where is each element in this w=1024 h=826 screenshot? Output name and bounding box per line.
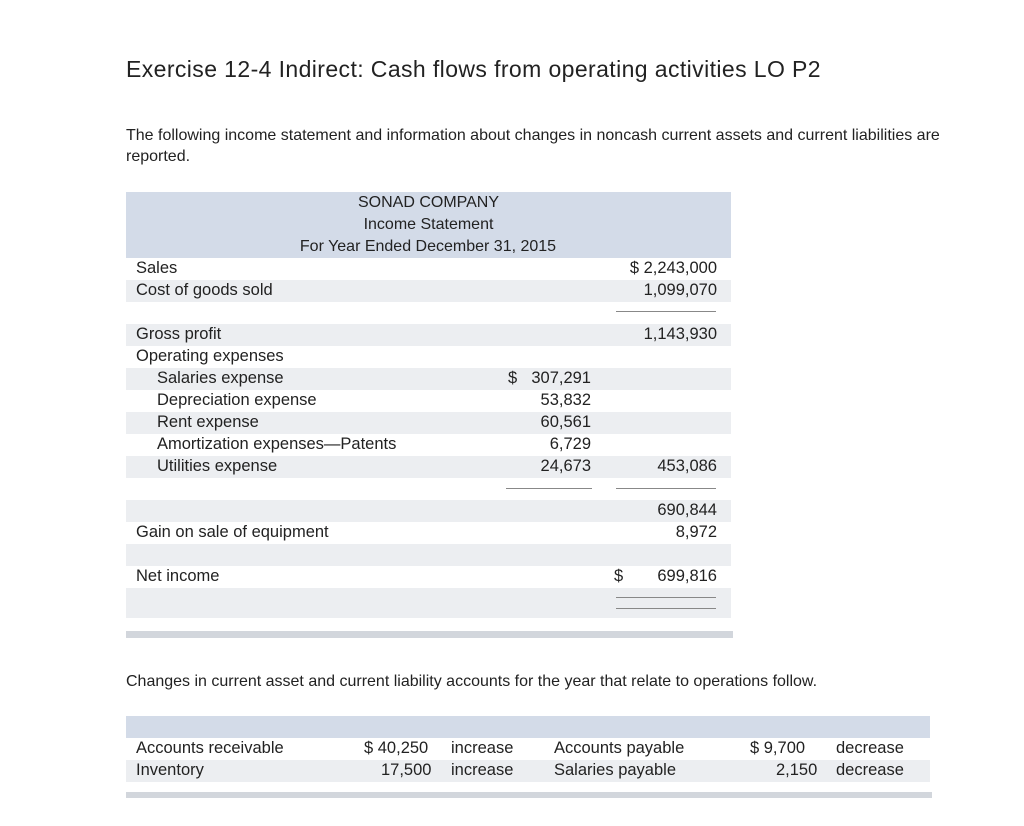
expense-label: Amortization expenses—Patents [157, 435, 397, 453]
company-name: SONAD COMPANY [357, 194, 500, 211]
expense-label: Utilities expense [157, 457, 278, 475]
net-income-label: Net income [136, 567, 220, 585]
intro-text: The following income statement and information about changes in noncash current assets and current liabilities are reported. [126, 127, 940, 165]
expense-row [126, 390, 731, 412]
subtotal-value: 690,844 [657, 501, 717, 519]
gain-label: Gain on sale of equipment [136, 523, 329, 541]
liability-account: Salaries payable [554, 761, 676, 779]
expense-row [126, 434, 731, 456]
liability-account: Accounts payable [554, 739, 685, 757]
sales-label: Sales [136, 259, 178, 277]
opex-underline [616, 488, 716, 489]
asset-change-direction: increase [451, 761, 514, 779]
gross-profit-label: Gross profit [136, 325, 222, 343]
expense-label: Salaries expense [157, 369, 284, 387]
expense-value: 53,832 [540, 391, 591, 409]
gross-profit-row [126, 324, 731, 346]
statement-header [126, 192, 731, 258]
net-income-row [126, 566, 731, 588]
changes-table-header [126, 716, 930, 738]
cogs-label: Cost of goods sold [136, 281, 273, 299]
expense-value: 24,673 [540, 457, 591, 475]
asset-account: Inventory [136, 761, 204, 779]
spacer-row [126, 302, 731, 324]
gain-row [126, 522, 731, 544]
subtotal-row [126, 500, 731, 522]
spacer-row [126, 588, 731, 618]
liability-change-direction: decrease [836, 761, 904, 779]
statement-name: Income Statement [363, 216, 494, 233]
changes-row [126, 760, 930, 782]
expense-value: 60,561 [540, 413, 591, 431]
changes-intro-text: Changes in current asset and current liability accounts for the year that relate to operations follow. [126, 673, 818, 690]
liability-change-value: $ 9,700 [750, 739, 806, 757]
expense-row [126, 368, 731, 390]
asset-change-direction: increase [451, 739, 514, 757]
liability-change-value: 2,150 [776, 761, 818, 779]
gross-profit-value: 1,143,930 [643, 325, 717, 343]
sales-row [126, 258, 731, 280]
opex-label: Operating expenses [136, 347, 284, 365]
expense-label: Depreciation expense [157, 391, 317, 409]
asset-change-value: 17,500 [381, 761, 432, 779]
expense-label: Rent expense [157, 413, 259, 431]
exercise-title: Exercise 12-4 Indirect: Cash flows from operating activities LO P2 [126, 56, 821, 82]
changes-row [126, 738, 930, 760]
net-income-dollar: $ [614, 567, 624, 585]
cogs-value: 1,099,070 [643, 281, 717, 299]
expense-row [126, 412, 731, 434]
expense-value: 307,291 [531, 369, 591, 387]
statement-bottom-bar [126, 631, 733, 638]
net-income-value: 699,816 [657, 567, 717, 585]
income-statement [126, 192, 731, 622]
expense-value: 6,729 [549, 435, 591, 453]
expenses-underline [506, 488, 592, 489]
cogs-row [126, 280, 731, 302]
expense-row [126, 456, 731, 478]
asset-account: Accounts receivable [136, 739, 284, 757]
expense-dollar: $ [508, 369, 518, 387]
changes-bottom-bar [126, 792, 932, 798]
asset-change-value: $ 40,250 [364, 739, 429, 757]
liability-change-direction: decrease [836, 739, 904, 757]
sales-value: $ 2,243,000 [629, 259, 717, 277]
changes-table [126, 716, 930, 800]
net-income-double-rule-1 [616, 597, 716, 598]
opex-heading-row [126, 346, 731, 368]
statement-period: For Year Ended December 31, 2015 [299, 238, 557, 255]
opex-total-value: 453,086 [657, 457, 717, 475]
net-income-double-rule-2 [616, 608, 716, 609]
spacer-row [126, 544, 731, 566]
gain-value: 8,972 [675, 523, 717, 541]
